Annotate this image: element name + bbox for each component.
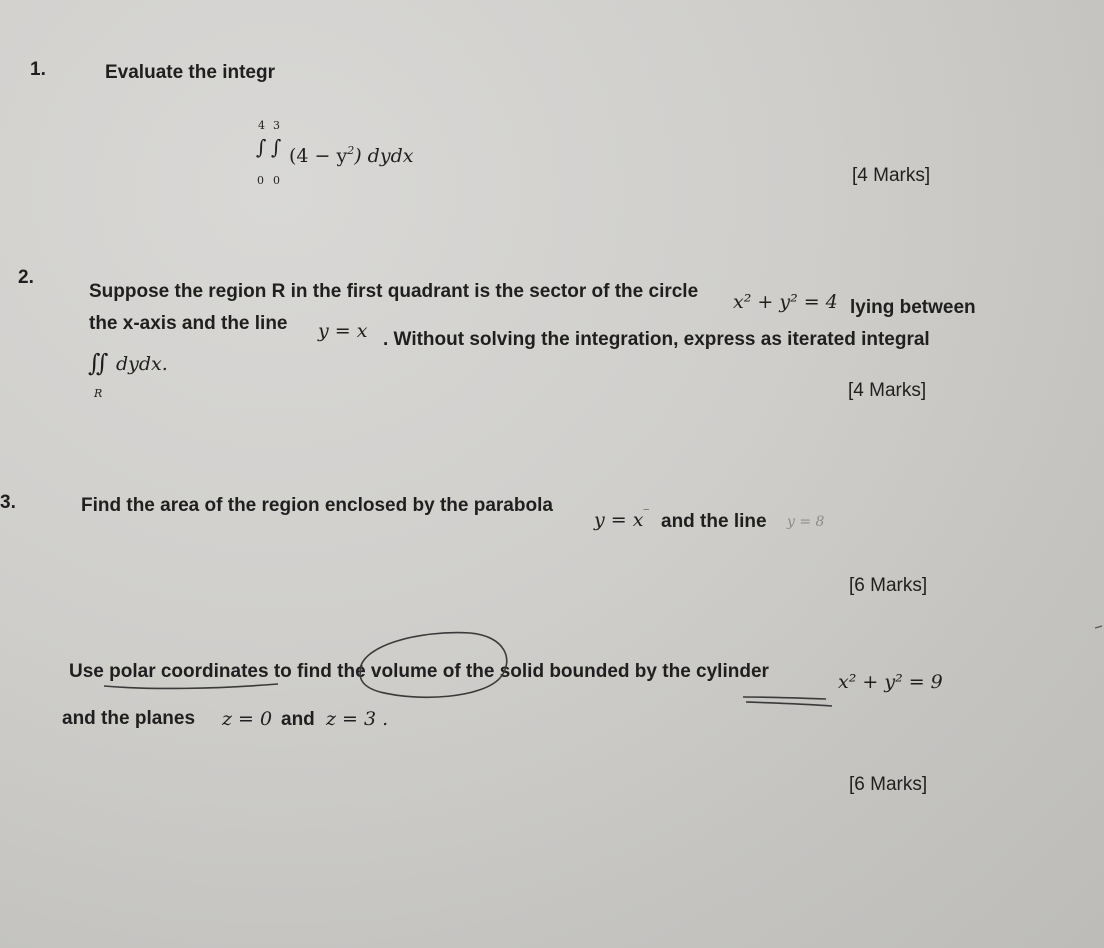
q4-marks: [6 Marks] — [849, 774, 928, 795]
q3-number: 3. — [0, 492, 16, 513]
q4-and: and — [281, 709, 315, 730]
q3-marks: [6 Marks] — [849, 575, 928, 596]
q1-inner-integral-sign: ∫ — [271, 135, 282, 159]
q1-outer-lower-limit: 0 — [257, 174, 264, 187]
q2-region-label: R — [94, 387, 103, 400]
q2-integrand: dydx. — [116, 353, 168, 375]
pen-underline-cylinder-1 — [743, 697, 826, 699]
q2-line1: Suppose the region R in the first quadrant is the sector of the circle — [89, 281, 699, 302]
q1-marks: [4 Marks] — [852, 165, 931, 186]
q2-number: 2. — [18, 267, 34, 288]
q1-inner-upper-limit: 3 — [273, 119, 280, 132]
q1-integrand: $(4 - y^2)$ dydx — [289, 144, 414, 167]
q3-parabola-equation: y = x‾ — [594, 508, 649, 531]
q4-plane2-equation: z = 3 . — [326, 708, 389, 730]
q1-number: 1. — [30, 59, 46, 80]
q1-outer-upper-limit: 4 — [258, 119, 265, 132]
q1-inner-lower-limit: 0 — [273, 174, 280, 187]
q4-plane1-equation: z = 0 — [222, 708, 273, 730]
q3-text-tail: and the line — [661, 511, 767, 532]
pen-mark-line-edge — [1095, 626, 1102, 628]
pen-underline-cylinder-2 — [746, 702, 832, 706]
q2-line1-tail: lying between — [850, 297, 976, 318]
q2-marks: [4 Marks] — [848, 380, 927, 401]
pen-underline-polar-coordinates — [104, 684, 278, 688]
q2-line2a: the x-axis and the line — [89, 313, 288, 334]
q3-text: Find the area of the region enclosed by the parabola — [81, 495, 553, 516]
q4-line2: and the planes — [62, 708, 196, 729]
q1-text: Evaluate the integr — [105, 62, 275, 83]
q2-circle-equation: x² + y² = 4 — [733, 291, 838, 313]
q1-outer-integral-sign: ∫ — [256, 135, 267, 159]
q2-line-equation: y = x — [318, 320, 368, 342]
q2-line2b: . Without solving the integration, express as iterated integral — [383, 329, 930, 350]
q4-text: Use polar coordinates to find the volume of the solid bounded by the cylinder — [69, 661, 769, 682]
q2-double-integral-sign: ∬ — [88, 349, 109, 377]
q3-line-equation: y = 8 — [787, 514, 825, 530]
q4-cylinder-equation: x² + y² = 9 — [838, 671, 943, 693]
